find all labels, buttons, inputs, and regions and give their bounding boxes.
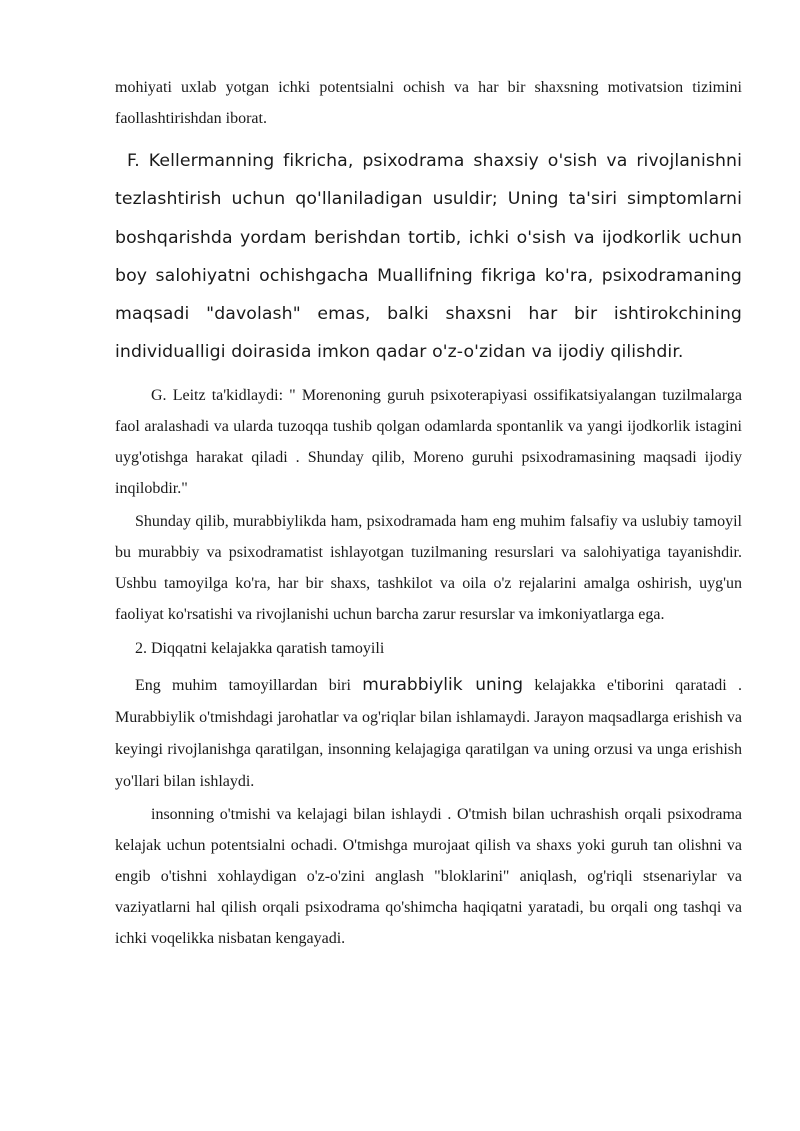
paragraph-future-focus (115, 669, 742, 798)
paragraph-past-and-future: insonning o'tmishi va kelajagi bilan ishlaydi . O'tmish bilan uchrashish orqali psixodrama kelajak uchun potentsialni ochadi. O'tmishga murojaat qilish va shaxs yoki guruh tan olishni va engib o'tishni xohlaydigan o'z-o'zini anglash "bloklarini" aniqlash, og'riqli stsenariylar va vaziyatlarni hal qilish orqali psixodrama qo'shimcha haqiqatni yaratadi, bu orqali ong tashqi va ichki voqelikka nisbatan kengayadi. (115, 805, 742, 947)
section-heading-future-focus: 2. Diqqatni kelajakka qaratish tamoyili (135, 639, 385, 657)
paragraph-future-focus-start: Eng muhim tamoyillardan biri (135, 676, 363, 694)
paragraph-kellermann: F. Kellermanning fikricha, psixodrama shaxsiy o'sish va rivojlanishni tezlashtirish uchun qo'llaniladigan usuldir; Uning ta'siri simptomlarni boshqarishda yordam berishdan tortib, ichki o'sish va ijodkorlik uchun boy salohiyatni ochishgacha Muallifning fikriga ko'ra, psixodramaning maqsadi "davolash" emas, balki shaxsni har bir ishtirokchining individualligi doirasida imkon qadar o'z-o'zidan va ijodiy qilishdir. (115, 151, 742, 363)
document-body (115, 72, 742, 954)
paragraph-leitz-quote: G. Leitz ta'kidlaydi: " Morenoning guruh psixoterapiyasi ossifikatsiyalangan tuzilmalarga faol aralashadi va ularda tuzoqqa tushib qolgan odamlarda spontanlik va yangi ijodkorlik istagini uyg'otishga harakat qiladi . Shunday qilib, Moreno guruhi psixodramasining maqsadi ijodiy inqilobdir." (115, 386, 742, 497)
paragraph-future-focus-highlight: murabbiylik uning (362, 674, 524, 695)
paragraph-resources-principle: Shunday qilib, murabbiylikda ham, psixodramada ham eng muhim falsafiy va uslubiy tamoyil bu murabbiy va psixodramatist ishlayotgan tuzilmaning resurslari va salohiyatiga tayanishdir. Ushbu tamoyilga ko'ra, har bir shaxs, tashkilot va oila o'z rejalarini amalga oshirish, uyg'un faoliyat ko'rsatishi va rivojlanishi uchun barcha zarur resurslar va imkoniyatlarga ega. (115, 512, 742, 623)
paragraph-intro: mohiyati uxlab yotgan ichki potentsialni ochish va har bir shaxsning motivatsion tizimini faollashtirishdan iborat. (115, 79, 742, 127)
paragraph-future-focus-rest: kelajakka e'tiborini qaratadi . Murabbiylik o'tmishdagi jarohatlar va og'riqlar bilan ishlamaydi. Jarayon maqsadlarga erishish va keyingi rivojlanishga qaratilgan, insonning kelajagiga qaratilgan va uning orzusi va unga erishish yo'llari bilan ishlaydi. (115, 676, 742, 790)
